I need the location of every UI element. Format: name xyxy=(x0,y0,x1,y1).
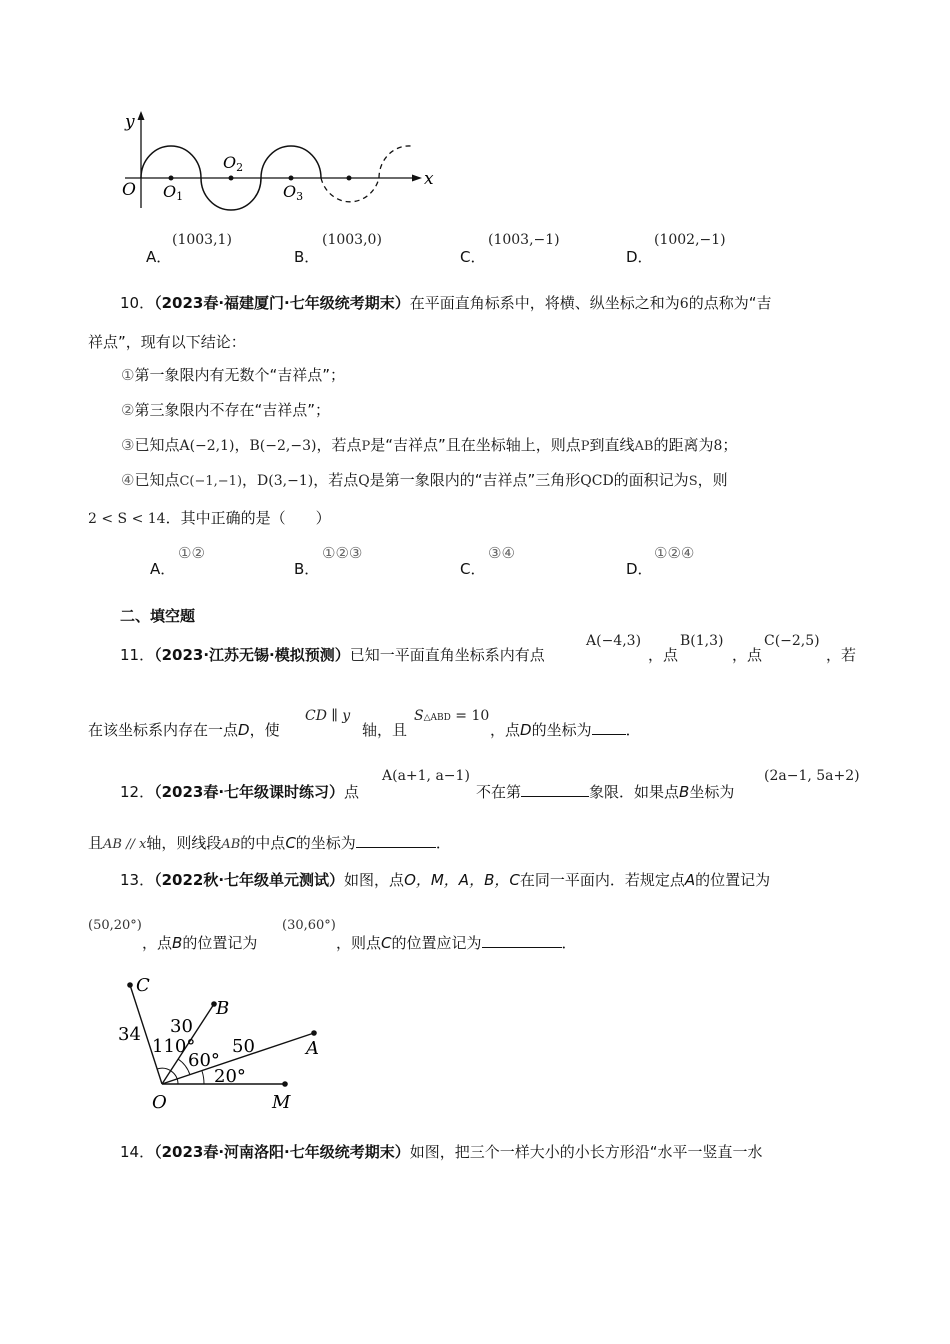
q10-statement-1: ①第一象限内有无数个“吉祥点”； xyxy=(121,366,345,384)
point-a xyxy=(311,1030,317,1036)
q10-line2: 祥点”，现有以下结论： xyxy=(88,333,246,351)
label-a: A xyxy=(306,1038,319,1059)
q10-option-a[interactable]: A． ①② xyxy=(150,544,205,578)
q11-line1: 11．（2023·江苏无锡·模拟预测）已知一平面直角坐标系内有点 xyxy=(120,646,545,664)
q9-option-d[interactable]: D． (1002,−1) xyxy=(626,232,726,266)
q10-statement-4: ④已知点C(−1,−1)，D(3,−1)，若点Q是第一象限内的“吉祥点”三角形QCD的面积记为S，则 xyxy=(121,471,728,489)
y-axis-arrow xyxy=(138,111,145,120)
label-c: C xyxy=(136,975,150,996)
q9-option-c[interactable]: C． (1003,−1) xyxy=(460,232,560,266)
q12-line2: 且AB // x轴，则线段AB的中点C的坐标为 ． xyxy=(88,834,451,852)
label-b: B xyxy=(216,998,230,1019)
wave-figure xyxy=(110,108,450,213)
point-o2 xyxy=(229,176,234,181)
length-a: 50 xyxy=(232,1036,255,1057)
q11-point-c: C(−2,5) xyxy=(764,633,820,649)
q13-line2b: ，则点C的位置应记为 ． xyxy=(336,934,577,952)
length-c: 34 xyxy=(118,1024,141,1045)
q10-statement-2: ②第三象限内不存在“吉祥点”； xyxy=(121,401,330,419)
o2-label: O2 xyxy=(223,153,244,174)
x-axis-label: x xyxy=(424,169,434,189)
length-b: 30 xyxy=(170,1016,193,1037)
angle-figure xyxy=(110,970,340,1120)
o3-label: O3 xyxy=(283,182,304,203)
angle-110: 110° xyxy=(152,1036,196,1057)
q12-point-b-coord: (2a−1, 5a+2) xyxy=(764,768,860,784)
o1-label: O1 xyxy=(163,182,184,203)
point-m xyxy=(282,1081,288,1087)
q12-line1a: 12．（2023春·七年级课时练习）点 xyxy=(120,783,360,801)
angle-60: 60° xyxy=(188,1050,220,1071)
q13-pos-b: (30,60°) xyxy=(282,918,336,933)
point-o1 xyxy=(169,176,174,181)
q11-area: S△ABD = 10 xyxy=(414,708,490,724)
question-number: 10． xyxy=(120,294,155,312)
point-o4 xyxy=(347,176,352,181)
q14-line1: 14．（2023春·河南洛阳·七年级统考期末）如图，把三个一样大小的小长方形沿“水平一竖直一水 xyxy=(120,1143,763,1161)
y-axis-label: y xyxy=(125,112,135,132)
q10-option-d[interactable]: D． ①②④ xyxy=(626,544,695,578)
answer-blank[interactable] xyxy=(592,720,626,735)
answer-blank-position[interactable] xyxy=(482,933,562,948)
q11-point-a: A(−4,3) xyxy=(586,633,642,649)
origin-label: O xyxy=(122,180,136,200)
answer-blank-quadrant[interactable] xyxy=(521,782,589,797)
wave-dashed-curve xyxy=(321,146,411,202)
q10-line1: 10．（2023春·福建厦门·七年级统考期末）在平面直角标系中，将横、纵坐标之和为6的点称为“吉 xyxy=(120,294,772,312)
q9-option-a[interactable]: A． (1003,1) xyxy=(146,232,232,266)
answer-blank-midpoint[interactable] xyxy=(356,833,436,848)
q11-parallel: CD ∥ y xyxy=(305,708,351,724)
question-source: （2023春·福建厦门·七年级统考期末） xyxy=(154,294,410,312)
label-m: M xyxy=(272,1092,291,1113)
angle-20: 20° xyxy=(214,1066,246,1087)
q13-line1: 13．（2022秋·七年级单元测试）如图，点O，M，A，B，C在同一平面内．若规定点A的位置记为 xyxy=(120,871,771,889)
q10-line-final: 2 < S < 14．其中正确的是（ ） xyxy=(88,509,331,527)
point-c xyxy=(127,982,133,988)
section-title: 二、填空题 xyxy=(120,607,196,625)
q12-point-a: A(a+1, a−1) xyxy=(382,768,470,784)
q9-option-b[interactable]: B． (1003,0) xyxy=(294,232,382,266)
q13-pos-a: (50,20°) xyxy=(88,918,142,933)
q11-point-b: B(1,3) xyxy=(680,633,724,649)
q12-line1b: 不在第 象限．如果点B坐标为 xyxy=(476,783,735,801)
q11-line2b: ，点D的坐标为 ． xyxy=(490,721,641,739)
q10-option-c[interactable]: C． ③④ xyxy=(460,544,515,578)
q13-line2a: ，点B的位置记为 xyxy=(142,934,258,952)
point-o3 xyxy=(289,176,294,181)
q11-line2a: 在该坐标系内存在一点D，使 xyxy=(88,721,280,739)
arc-20 xyxy=(202,1071,204,1084)
q10-option-b[interactable]: B． ①②③ xyxy=(294,544,363,578)
q10-statement-3: ③已知点A(−2,1)，B(−2,−3)，若点P是“吉祥点”且在坐标轴上，则点P到直线AB的距离为8； xyxy=(121,436,738,454)
x-axis-arrow xyxy=(412,175,422,182)
label-o: O xyxy=(152,1092,167,1113)
